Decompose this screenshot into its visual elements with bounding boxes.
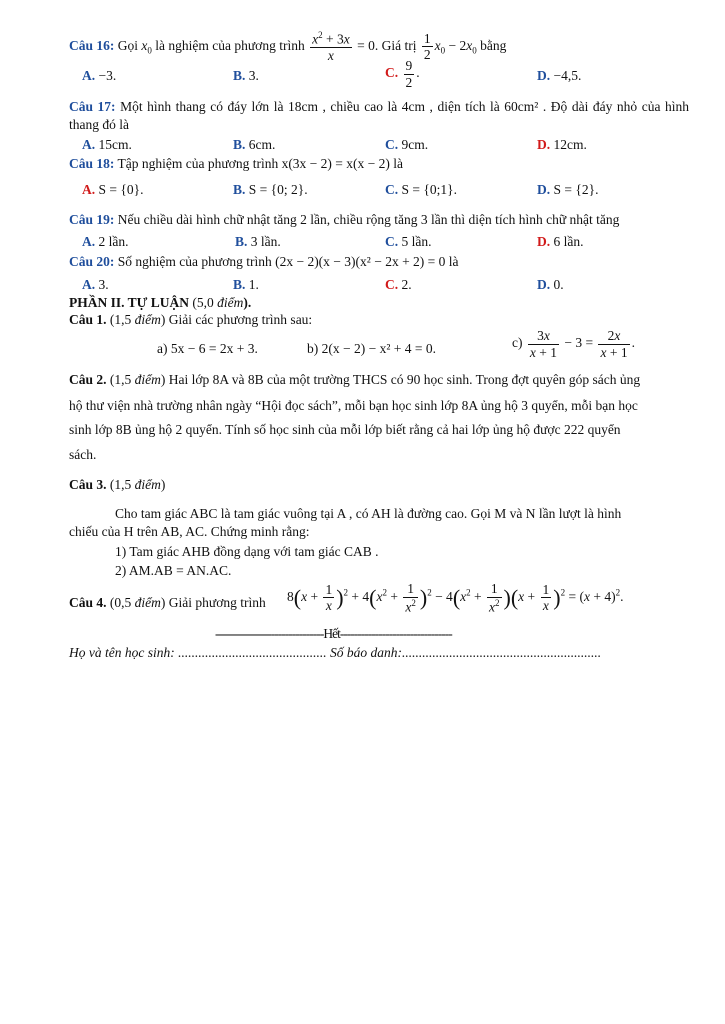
fraction: $\frac{1}{2}$ — [423, 30, 431, 63]
essay-1: Câu 1. (1,5 điểm) Giải các phương trình sau: — [69, 312, 313, 327]
end-separator: -------------------------------Hết-------------------------------- — [215, 626, 452, 641]
option-b: B. 1. — [233, 277, 259, 292]
question-label: Câu 16: — [69, 37, 115, 53]
option-d: D. 12cm. — [537, 137, 587, 152]
question-18: Câu 18: Tập nghiệm của phương trình x(3x − 2) = x(x − 2) là — [69, 156, 404, 171]
question-20: Câu 20: Số nghiệm của phương trình (2x − 2)(x − 3)(x² − 2x + 2) = 0 là — [69, 254, 459, 269]
essay-4: Câu 4. (0,5 điểm) Giải phương trình — [69, 595, 266, 610]
option-d: D. −4,5. — [537, 68, 582, 83]
question-label: Câu 3. — [69, 477, 107, 492]
equation-a: a) 5x − 6 = 2x + 3. — [157, 341, 258, 356]
student-info-line: Họ và tên học sinh: ............................................ Số báo danh:........................................................... — [69, 645, 602, 660]
question-16: Câu 16: Gọi $x_0$ là nghiệm của phương trình $\frac{x^2 + 3x}{x}$ = 0. Giá trị $\frac{1}{2}$ $x_0 - 2x_0$ bằng — [69, 30, 507, 64]
option-a: A. S = {0}. — [82, 182, 144, 197]
question-label: Câu 1. — [69, 312, 107, 327]
question-19: Câu 19: Nếu chiều dài hình chữ nhật tăng 2 lần, chiều rộng tăng 3 lần thì diện tích hình chữ nhật tăng — [69, 212, 620, 227]
option-b: B. 3 lần. — [235, 234, 281, 249]
equation-c4: 8(x + $\frac{1}{x}$ )$^2 + 4(x^2$ + $\frac{1}{x^2}$ )$^2 - 4(x^2$ + $\frac{1}{x^2}$ )(x + $\frac{1}{x}$ )$^2 = (x + 4)^2$. — [287, 581, 624, 615]
option-c: C. 9cm. — [385, 137, 429, 152]
option-b: B. 6cm. — [233, 137, 276, 152]
question-label: Câu 17: — [69, 99, 116, 114]
essay-3-text: chiếu của H trên AB, AC. Chứng minh rằng: — [69, 524, 310, 539]
option-d: D. 6 lần. — [537, 234, 584, 249]
option-b: B. S = {0; 2}. — [233, 182, 308, 197]
equation-c: c) $\frac{3x}{x + 1}$ − 3 = $\frac{2x}{x + 1}$ . — [512, 328, 635, 360]
equation-b: b) 2(x − 2) − x² + 4 = 0. — [307, 341, 436, 356]
question-label: Câu 4. — [69, 595, 107, 610]
option-a: A. 2 lần. — [82, 234, 129, 249]
fraction: $\frac{x^2 + 3x}{x}$ — [312, 30, 350, 64]
section-title: PHẦN II. TỰ LUẬN (5,0 điểm). — [69, 295, 252, 310]
essay-3-item: 1) Tam giác AHB đồng dạng với tam giác CAB . — [115, 544, 379, 559]
question-label: Câu 2. — [69, 372, 107, 387]
question-label: Câu 18: — [69, 156, 115, 171]
essay-3-item: 2) AM.AB = AN.AC. — [115, 563, 232, 578]
option-b: B. 3. — [233, 68, 259, 83]
question-17: Câu 17: Một hình thang có đáy lớn là 18cm , chiều cao là 4cm , diện tích là 60cm² . Độ dài đáy nhỏ của hình thang đó là — [69, 99, 689, 132]
option-c: C. $\frac{9}{2}$ . — [385, 58, 420, 90]
option-c: C. S = {0;1}. — [385, 182, 457, 197]
question-label: Câu 19: — [69, 212, 115, 227]
essay-2-line: sách. — [69, 447, 97, 462]
essay-3-text: Cho tam giác ABC là tam giác vuông tại A , có AH là đường cao. Gọi M và N lần lượt là hình — [115, 506, 622, 521]
option-d: D. 0. — [537, 277, 564, 292]
essay-2-line: hộ thư viện nhà trường nhân ngày “Hội đọc sách”, mỗi bạn học sinh lớp 8A ủng hộ 3 quyển, mỗi bạn học — [69, 398, 638, 413]
option-c: C. 2. — [385, 277, 412, 292]
essay-2-line: sinh lớp 8B ủng hộ 2 quyển. Tính số học sinh của mỗi lớp biết rằng cả hai lớp ủng hộ được 222 quyển — [69, 422, 621, 437]
question-label: Câu 20: — [69, 254, 115, 269]
option-a: A. 3. — [82, 277, 109, 292]
essay-2: Câu 2. (1,5 điểm) Hai lớp 8A và 8B của một trường THCS có 90 học sinh. Trong đợt quyên góp sách ủng — [69, 372, 641, 387]
option-a: A. 15cm. — [82, 137, 132, 152]
option-d: D. S = {2}. — [537, 182, 599, 197]
option-a: A. −3. — [82, 68, 117, 83]
option-c: C. 5 lần. — [385, 234, 432, 249]
essay-3: Câu 3. (1,5 điểm) — [69, 477, 166, 492]
